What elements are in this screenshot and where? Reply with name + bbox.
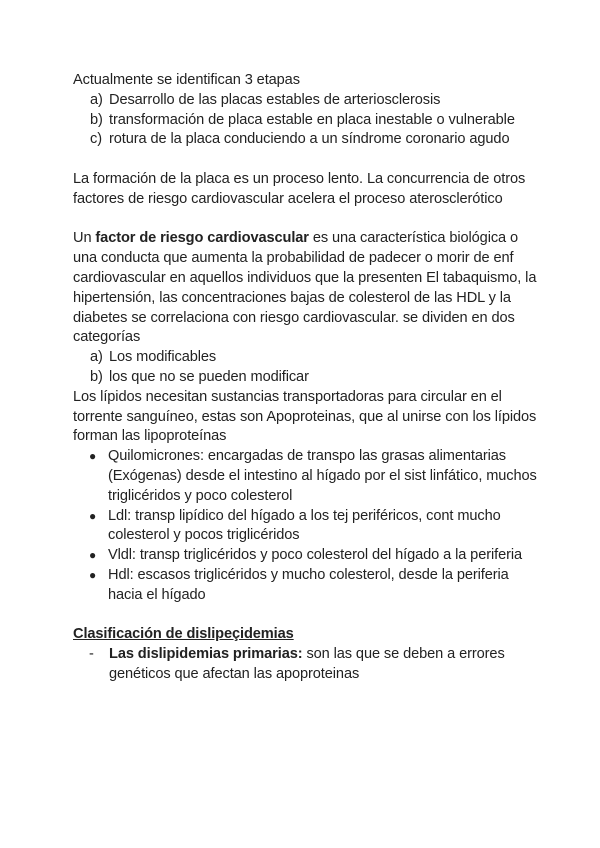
paragraph-gap bbox=[73, 150, 543, 170]
paragraph-formacion: La formación de la placa es un proceso lento. La concurrencia de otros factores de riesgo cardiovascular acelera el proceso aterosclerótico bbox=[73, 170, 526, 207]
list-item-text: Vldl: transp triglicéridos y poco colesterol del hígado a la periferia bbox=[108, 547, 523, 564]
bullet-icon: ● bbox=[89, 449, 97, 464]
list-item-text: Los modificables bbox=[109, 349, 217, 366]
list-item bbox=[73, 91, 543, 111]
list-item bbox=[73, 348, 543, 368]
paragraph-factor bbox=[73, 229, 543, 348]
list-item bbox=[73, 566, 543, 606]
etapas-list bbox=[73, 91, 543, 150]
list-item-text: Desarrollo de las placas estables de arteriosclerosis bbox=[109, 91, 441, 108]
dislipidemias-primarias-term: Las dislipidemias primarias: bbox=[109, 646, 303, 663]
document-body bbox=[73, 71, 543, 685]
intro-line: Actualmente se identifican 3 etapas bbox=[73, 72, 300, 88]
list-item bbox=[73, 507, 543, 547]
list-item bbox=[73, 130, 543, 150]
section-heading-clasificacion: Clasificación de dislipeçidemias bbox=[73, 626, 294, 643]
categorias-list bbox=[73, 348, 543, 388]
factor-pre: Un bbox=[73, 230, 96, 247]
dash-marker: - bbox=[89, 646, 94, 663]
list-item bbox=[73, 111, 543, 131]
list-marker: c) bbox=[90, 131, 102, 148]
list-item-text: rotura de la placa conduciendo a un síndrome coronario agudo bbox=[109, 131, 510, 148]
list-item-text: transformación de placa estable en placa inestable o vulnerable bbox=[109, 111, 515, 128]
list-marker: a) bbox=[90, 91, 103, 108]
list-item-text: Hdl: escasos triglicéridos y mucho colesterol, desde la periferia hacia el hígado bbox=[108, 566, 509, 603]
list-marker: a) bbox=[90, 349, 103, 366]
list-item bbox=[73, 546, 543, 566]
dislipidemias-primarias-text: son las que se deben a errores genéticos que afectan las apoproteinas bbox=[109, 646, 505, 682]
lipoproteinas-list bbox=[73, 447, 543, 605]
list-item bbox=[73, 447, 543, 506]
bullet-icon: ● bbox=[89, 567, 97, 582]
list-item-text: Quilomicrones: encargadas de transpo las grasas alimentarias (Exógenas) desde el intestino al hígado por el sist linfático, muchos triglicéridos y poco colesterol bbox=[108, 448, 537, 504]
factor-post: es una característica biológica o una conducta que aumenta la probabilidad de padecer o morir de enf cardiovascular en aquellos individuos que la presenten El tabaquismo, la hipertensión, las concentraciones bajas de colesterol de las HDL y la diabetes se correlaciona con riesgo cardiovascular. se dividen en dos categorías bbox=[73, 230, 537, 346]
list-item bbox=[73, 368, 543, 388]
list-item-text bbox=[109, 645, 543, 685]
list-marker: b) bbox=[90, 368, 103, 385]
factor-bold-term: factor de riesgo cardiovascular bbox=[95, 230, 309, 247]
paragraph-gap bbox=[73, 210, 543, 230]
paragraph-lipidos: Los lípidos necesitan sustancias transportadoras para circular en el torrente sanguíneo, estas son Apoproteinas, que al unirse con los lípidos forman las lipoproteínas bbox=[73, 388, 537, 445]
bullet-icon: ● bbox=[89, 548, 97, 563]
list-item bbox=[73, 645, 543, 685]
list-item-text: los que no se pueden modificar bbox=[109, 368, 309, 385]
list-item-text: Ldl: transp lipídico del hígado a los tej periféricos, cont mucho colesterol y pocos triglicéridos bbox=[108, 507, 501, 544]
paragraph-gap bbox=[73, 606, 543, 626]
list-marker: b) bbox=[90, 111, 103, 128]
bullet-icon: ● bbox=[89, 508, 97, 523]
